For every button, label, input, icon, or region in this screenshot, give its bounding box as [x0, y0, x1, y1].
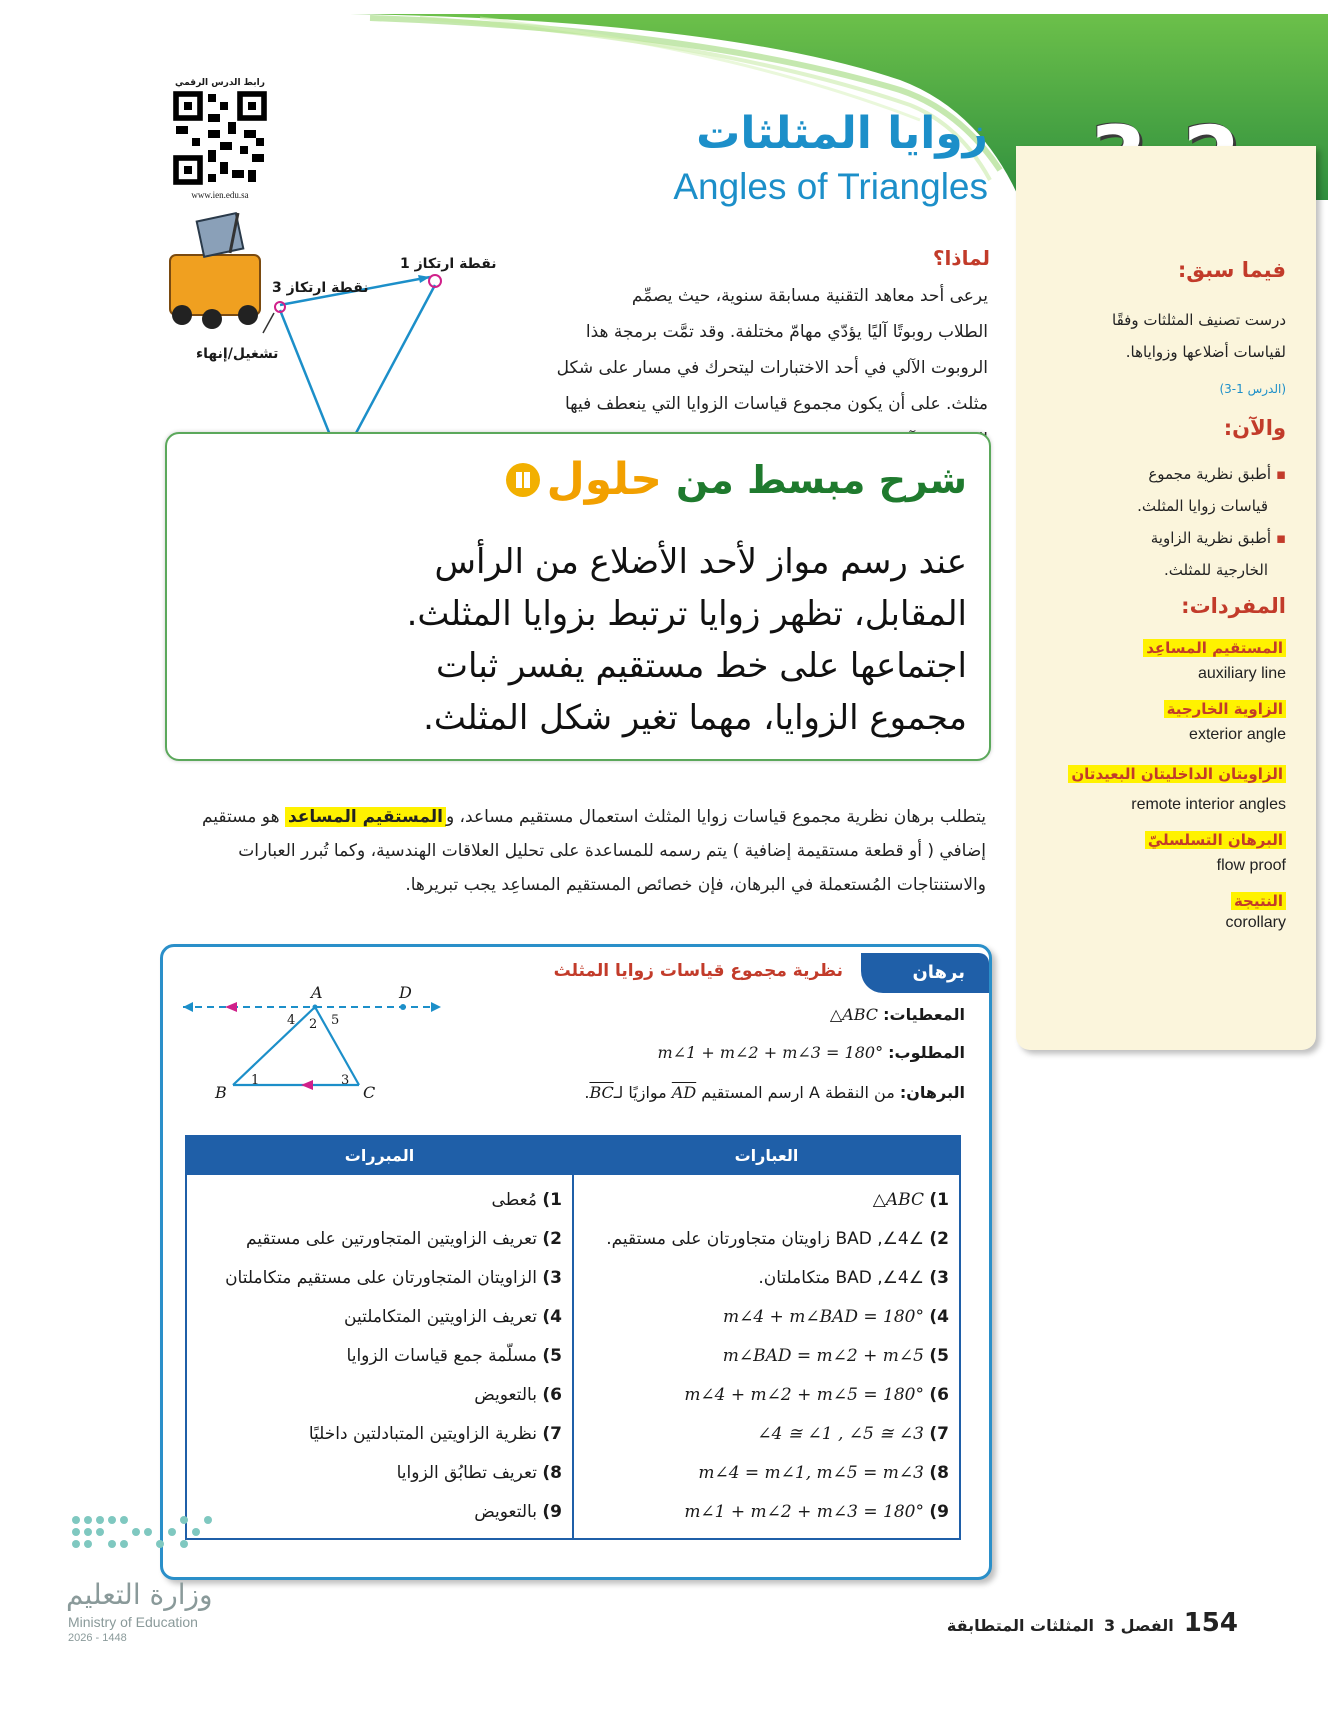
statement-row: 3) ∠BAD ,∠4 متكاملتان.: [758, 1268, 949, 1288]
qr-label: رابط الدرس الرقمي: [175, 78, 265, 88]
reason-row: 3) الزاويتان المتجاورتان على مستقيم متكاملتان: [225, 1268, 562, 1288]
now-item-1: ▪ أطبق نظرية مجموع: [1148, 465, 1286, 483]
angle-4-label: 4: [287, 1013, 296, 1028]
overlay-line-4: مجموع الزوايا، مهما تغير شكل المثلث.: [423, 698, 967, 738]
why-heading: لماذا؟: [932, 246, 990, 270]
angle-3-label: 3: [341, 1073, 350, 1088]
proof-box: [160, 944, 992, 1580]
statement-row: 1) △ABC: [872, 1190, 949, 1210]
overlay-line-2: المقابل، تظهر زوايا ترتبط بزوايا المثلث.: [406, 594, 967, 634]
reasons-column: [186, 1174, 573, 1539]
robot-icon: [170, 213, 260, 329]
book-icon: [505, 462, 541, 498]
why-text: يرعى أحد معاهد التقنية مسابقة سنوية، حيث يصمِّم الطلاب روبوتًا آليًا يؤدّي مهامّ مختلفة. وقد تمَّت برمجة هذا الروبوت الآلي في أحد الاختبارات ليتحرك في مسار على شكل مثلث. على أن يكون مجموع قياسات الزوايا التي ينعطف فيها: [556, 286, 988, 414]
before-text-1: درست تصنيف المثلثات وفقًا: [1112, 311, 1286, 329]
point-B-label: B: [215, 1083, 227, 1102]
statement-row: 2) ∠BAD ,∠4 زاويتان متجاورتان على مستقيم.: [606, 1229, 949, 1249]
proof-table: [185, 1135, 961, 1540]
statement-row: 5) m∠BAD = m∠2 + m∠5: [722, 1346, 949, 1366]
statement-row: 9) m∠1 + m∠2 + m∠3 = 180°: [684, 1502, 949, 1522]
proof-title: نظرية مجموع قياسات زوايا المثلث: [553, 961, 843, 981]
robot-path-illustration: [160, 205, 490, 435]
proof-tag: برهان: [861, 953, 989, 993]
page-title-ar: زوايا المثلثات: [696, 108, 988, 159]
vocab-item: الزاويتان الداخليتان البعيدتان: [1036, 760, 1286, 788]
pivot3-label: نقطة ارتكاز 3: [272, 280, 369, 296]
qr-code-icon[interactable]: [172, 90, 268, 186]
before-text-2: لقياسات أضلاعها وزواياها.: [1125, 343, 1286, 361]
angle-2-label: 2: [309, 1017, 318, 1032]
auxiliary-line-term: المستقيم المساعد: [285, 807, 446, 827]
vocab-heading: المفردات:: [1181, 594, 1286, 618]
qr-url: www.ien.edu.sa: [191, 190, 249, 200]
statement-row: 7) ∠4 ≅ ∠1 , ∠5 ≅ ∠3: [757, 1424, 949, 1444]
line-AD: $\overline{AD}$: [671, 1083, 697, 1102]
reason-row: 6) بالتعويض: [474, 1385, 562, 1405]
page-title-en: Angles of Triangles: [673, 166, 988, 207]
reason-row: 4) تعريف الزاويتين المتكاملتين: [344, 1307, 562, 1327]
ministry-name-en: Ministry of Education: [68, 1614, 198, 1630]
ministry-name-ar: وزارة التعليم: [66, 1578, 213, 1611]
segment-BC: $\overline{BC}$: [589, 1083, 614, 1102]
angle-1-label: 1: [251, 1073, 260, 1088]
start-label: تشغيل/إنهاء: [196, 346, 279, 362]
chapter-label: الفصل 3: [1103, 1616, 1174, 1635]
overlay-line-1: عند رسم مواز لأحد الأضلاع من الرأس: [434, 542, 967, 582]
point-C-label: C: [363, 1083, 376, 1102]
point-D-label: D: [399, 983, 412, 1002]
vocab-item: المستقيم المساعِد: [1036, 638, 1286, 657]
proof-line: البرهان: من النقطة A ارسم المستقيم $\overline{AD}$ موازيًا $لـ\overline{BC}$.: [584, 1083, 965, 1102]
statements-column: [573, 1174, 960, 1539]
prove-line: المطلوب: m∠1 + m∠2 + m∠3 = 180°: [657, 1043, 965, 1062]
point-A-label: A: [311, 983, 323, 1002]
ministry-year: 2026 - 1448: [68, 1632, 127, 1644]
intro-paragraph: يتطلب برهان نظرية مجموع قياسات زوايا المثلث استعمال مستقيم مساعد، والمستقيم المساعد هو مستقيم إضافي ( أو قطعة مستقيمة إضافية ) يتم رسمه للمساعدة على تحليل العلاقات الهندسية، وكما تُبرر العبارات والاستنتاجات المُستعملة في البرهان، فإن خصائص المستقيم المساعِد يجب تبريرها.: [201, 807, 986, 895]
reason-row: 1) مُعطى: [491, 1190, 562, 1210]
now-heading: والآن:: [1223, 416, 1286, 440]
chapter-title: المثلثات المتطابقة: [946, 1616, 1094, 1635]
overlay-heading: شرح مبسط من: [676, 457, 967, 502]
reason-row: 8) تعريف تطابُق الزوايا: [396, 1463, 562, 1483]
given-line: المعطيات: △ABC: [829, 1005, 965, 1024]
pivot1-label: نقطة ارتكاز 1: [400, 256, 497, 272]
reason-row: 2) تعريف الزاويتين المتجاورتين على مستقيم: [245, 1229, 562, 1249]
vocab-item: النتيجة: [1036, 891, 1286, 910]
reason-row: 9) بالتعويض: [474, 1502, 562, 1522]
reason-row: 7) نظرية الزاويتين المتبادلتين داخليًا: [308, 1424, 562, 1444]
sidebar: فيما سبق: درست تصنيف المثلثات وفقًا لقياسات أضلاعها وزواياها. (الدرس 1-3) والآن: ▪ أطبق نظرية مجموع قياسات زوايا المثلث. ▪ أطبق نظرية الزاوية الخارجية للمثلث. المفردات: المستقيم المساعِد auxiliary line الزاوية الخارجية exterior angle الزاويتان الداخليتان البعيدتان remote interior angles البرهان التسلسليّ flow proof النتيجة corollary: [1016, 146, 1316, 1050]
ministry-logo-icon: [66, 1510, 226, 1580]
statement-row: 4) m∠4 + m∠BAD = 180°: [722, 1307, 949, 1327]
statement-row: 8) m∠4 = m∠1, m∠5 = m∠3: [698, 1463, 949, 1483]
hulul-logo: حلول: [505, 454, 662, 505]
page-number: 154: [1183, 1608, 1238, 1638]
overlay-line-3: اجتماعها على خط مستقيم يفسر ثبات: [435, 646, 967, 686]
angle-5-label: 5: [331, 1013, 340, 1028]
reason-row: 5) مسلّمة جمع قياسات الزوايا: [346, 1346, 562, 1366]
vocab-item: الزاوية الخارجية: [1036, 699, 1286, 718]
statement-row: 6) m∠4 + m∠2 + m∠5 = 180°: [684, 1385, 949, 1405]
now-item-2: ▪ أطبق نظرية الزاوية: [1150, 529, 1286, 547]
before-ref-link[interactable]: (الدرس 1-3): [1219, 382, 1286, 396]
vocab-item: البرهان التسلسليّ: [1036, 830, 1286, 849]
page-footer: [947, 1608, 1238, 1638]
explanation-overlay: [165, 432, 991, 761]
statements-header: العبارات: [573, 1136, 960, 1174]
reasons-header: المبررات: [186, 1136, 573, 1174]
before-heading: فيما سبق:: [1177, 258, 1286, 282]
